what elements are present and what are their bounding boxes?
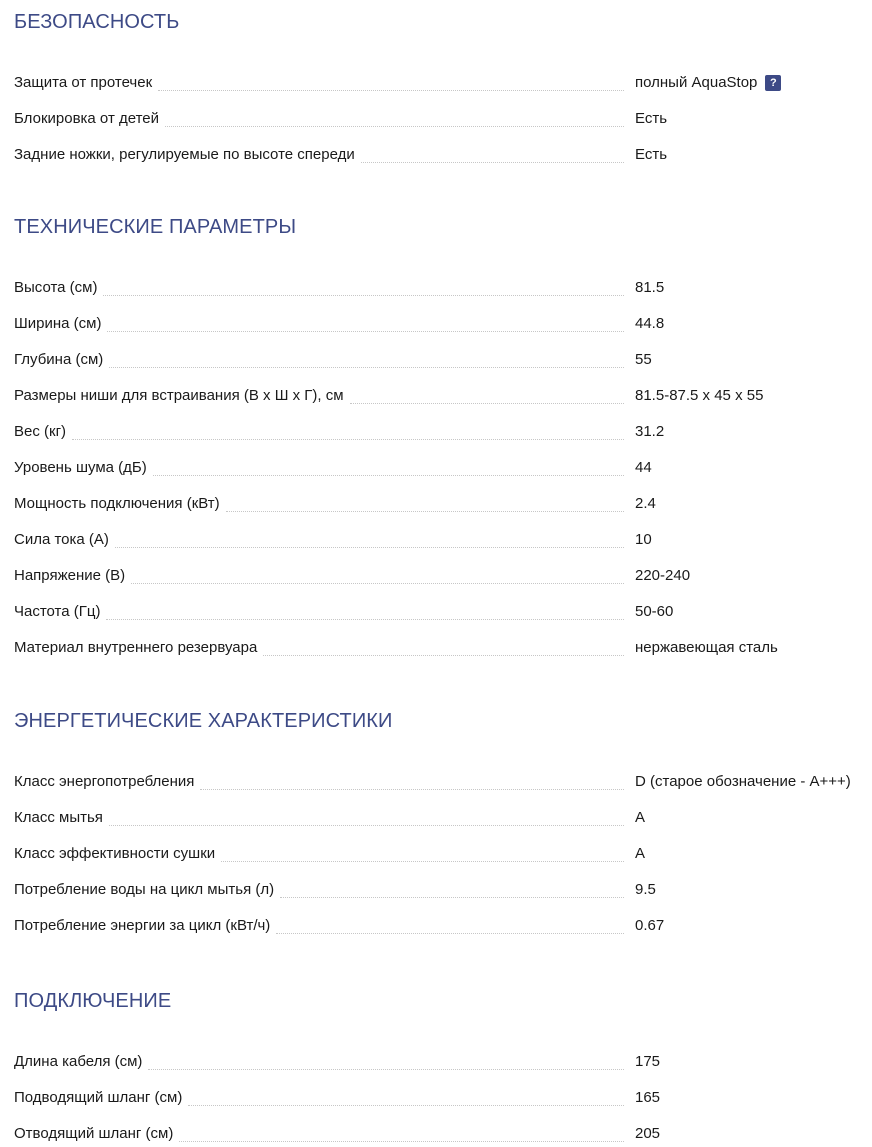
- spec-label: Напряжение (В): [14, 567, 126, 584]
- spec-label-cell: [14, 809, 624, 831]
- section-technical: [14, 168, 872, 661]
- help-icon[interactable]: ?: [765, 75, 781, 91]
- spec-value-cell: [624, 495, 656, 517]
- dotted-leader: [179, 1140, 624, 1142]
- spec-value: Есть: [635, 146, 668, 163]
- spec-label: Класс энергопотребления: [14, 773, 195, 790]
- spec-value: 220-240: [635, 567, 691, 584]
- spec-row-voltage: [14, 553, 872, 589]
- dotted-leader: [107, 330, 624, 332]
- dotted-leader: [148, 1068, 624, 1070]
- dotted-leader: [280, 896, 624, 898]
- dotted-leader: [72, 438, 624, 440]
- spec-value: 81.5-87.5 x 45 x 55: [635, 387, 764, 404]
- spec-value: A: [635, 809, 646, 826]
- spec-value-cell: [624, 74, 781, 96]
- dotted-leader: [109, 366, 624, 368]
- spec-row-drying-class: [14, 831, 872, 867]
- spec-value-cell: [624, 845, 645, 867]
- spec-label-cell: [14, 315, 624, 337]
- spec-label-cell: [14, 279, 624, 301]
- spec-label-cell: [14, 74, 624, 96]
- spec-label-cell: [14, 567, 624, 589]
- spec-value: 165: [635, 1089, 661, 1106]
- spec-row-tank-material: [14, 625, 872, 661]
- dotted-leader: [158, 89, 624, 91]
- spec-label-cell: [14, 531, 624, 553]
- spec-row-width: [14, 301, 872, 337]
- spec-label-cell: [14, 603, 624, 625]
- spec-label: Подводящий шланг (см): [14, 1089, 183, 1106]
- dotted-leader: [276, 932, 624, 934]
- spec-value: 81.5: [635, 279, 665, 296]
- spec-value: полный AquaStop: [635, 74, 758, 91]
- dotted-leader: [165, 125, 624, 127]
- spec-label: Мощность подключения (кВт): [14, 495, 220, 512]
- dotted-leader: [153, 474, 624, 476]
- spec-value: 9.5: [635, 881, 656, 898]
- spec-label-cell: [14, 423, 624, 445]
- spec-label-cell: [14, 351, 624, 373]
- spec-value-cell: [624, 146, 667, 168]
- spec-label: Высота (см): [14, 279, 98, 296]
- spec-label: Ширина (см): [14, 315, 102, 332]
- spec-label-cell: [14, 773, 624, 795]
- spec-row-height: [14, 265, 872, 301]
- spec-value-cell: [624, 387, 763, 409]
- dotted-leader: [221, 860, 624, 862]
- spec-value: 50-60: [635, 603, 674, 620]
- dotted-leader: [263, 654, 624, 656]
- spec-row-drain-hose: [14, 1111, 872, 1147]
- spec-value: 44: [635, 459, 652, 476]
- spec-value: 10: [635, 531, 652, 548]
- spec-value-cell: [624, 567, 690, 589]
- spec-row-current: [14, 517, 872, 553]
- spec-value: 175: [635, 1053, 661, 1070]
- spec-label-cell: [14, 110, 624, 132]
- spec-value-cell: [624, 279, 664, 301]
- dotted-leader: [350, 402, 624, 404]
- dotted-leader: [103, 294, 624, 296]
- spec-row-weight: [14, 409, 872, 445]
- spec-list: [14, 1039, 872, 1147]
- spec-value-cell: [624, 603, 673, 625]
- spec-row-power: [14, 481, 872, 517]
- spec-row-rear-feet: [14, 132, 872, 168]
- spec-label-cell: [14, 881, 624, 903]
- spec-label: Класс эффективности сушки: [14, 845, 216, 862]
- spec-label-cell: [14, 1125, 624, 1147]
- spec-row-depth: [14, 337, 872, 373]
- spec-row-cable-length: [14, 1039, 872, 1075]
- spec-value-cell: [624, 110, 667, 132]
- section-connection: [14, 939, 872, 1147]
- spec-value: 31.2: [635, 423, 665, 440]
- section-energy: [14, 661, 872, 939]
- spec-label: Задние ножки, регулируемые по высоте спереди: [14, 146, 355, 163]
- spec-value-cell: [624, 423, 664, 445]
- spec-value-cell: [624, 809, 645, 831]
- spec-value: A: [635, 845, 646, 862]
- spec-value: 55: [635, 351, 652, 368]
- dotted-leader: [226, 510, 624, 512]
- dotted-leader: [188, 1104, 624, 1106]
- spec-row-niche-dimensions: [14, 373, 872, 409]
- spec-label: Частота (Гц): [14, 603, 101, 620]
- spec-value-cell: [624, 917, 664, 939]
- spec-label-cell: [14, 845, 624, 867]
- spec-label: Вес (кг): [14, 423, 67, 440]
- spec-list: [14, 265, 872, 661]
- spec-label: Размеры ниши для встраивания (В x Ш x Г), см: [14, 387, 344, 404]
- spec-label-cell: [14, 146, 624, 168]
- spec-label: Класс мытья: [14, 809, 103, 826]
- spec-label: Сила тока (А): [14, 531, 109, 548]
- spec-label-cell: [14, 1053, 624, 1075]
- spec-value: Есть: [635, 110, 668, 127]
- spec-value-cell: [624, 315, 664, 337]
- spec-value: 2.4: [635, 495, 656, 512]
- spec-row-child-lock: [14, 96, 872, 132]
- section-title-energy: ЭНЕРГЕТИЧЕСКИЕ ХАРАКТЕРИСТИКИ: [14, 710, 393, 732]
- spec-value-cell: [624, 351, 652, 373]
- spec-label-cell: [14, 387, 624, 409]
- spec-value-cell: [624, 881, 656, 903]
- section-safety: [14, 0, 872, 168]
- spec-value: 44.8: [635, 315, 665, 332]
- spec-row-energy-consumption: [14, 903, 872, 939]
- spec-list: [14, 60, 872, 168]
- spec-value-cell: [624, 531, 652, 553]
- section-title-safety: БЕЗОПАСНОСТЬ: [14, 11, 180, 33]
- section-title-technical: ТЕХНИЧЕСКИЕ ПАРАМЕТРЫ: [14, 216, 297, 238]
- spec-row-leak-protection: [14, 60, 872, 96]
- spec-row-water-consumption: [14, 867, 872, 903]
- spec-label-cell: [14, 917, 624, 939]
- spec-value-cell: [624, 1125, 660, 1147]
- spec-row-frequency: [14, 589, 872, 625]
- spec-label: Глубина (см): [14, 351, 104, 368]
- spec-label-cell: [14, 639, 624, 661]
- spec-label: Потребление энергии за цикл (кВт/ч): [14, 917, 271, 934]
- spec-label: Отводящий шланг (см): [14, 1125, 174, 1142]
- section-title-connection: ПОДКЛЮЧЕНИЕ: [14, 990, 172, 1012]
- dotted-leader: [115, 546, 624, 548]
- spec-value-cell: [624, 459, 652, 481]
- spec-value-cell: [624, 639, 778, 661]
- dotted-leader: [200, 788, 624, 790]
- dotted-leader: [131, 582, 624, 584]
- spec-row-wash-class: [14, 795, 872, 831]
- spec-value-cell: [624, 1053, 660, 1075]
- spec-label: Защита от протечек: [14, 74, 153, 91]
- spec-label-cell: [14, 495, 624, 517]
- spec-row-energy-class: [14, 759, 872, 795]
- spec-list: [14, 759, 872, 939]
- spec-value: нержавеющая сталь: [635, 639, 778, 656]
- spec-row-noise-level: [14, 445, 872, 481]
- spec-value: 0.67: [635, 917, 665, 934]
- dotted-leader: [106, 618, 624, 620]
- spec-value: D (старое обозначение - A+++): [635, 773, 851, 790]
- spec-label: Блокировка от детей: [14, 110, 160, 127]
- dotted-leader: [361, 161, 624, 163]
- spec-label: Материал внутреннего резервуара: [14, 639, 258, 656]
- spec-label: Уровень шума (дБ): [14, 459, 147, 476]
- spec-value-cell: [624, 773, 851, 795]
- spec-label-cell: [14, 459, 624, 481]
- dotted-leader: [109, 824, 624, 826]
- spec-value: 205: [635, 1125, 661, 1142]
- spec-label: Потребление воды на цикл мытья (л): [14, 881, 275, 898]
- spec-label: Длина кабеля (см): [14, 1053, 143, 1070]
- spec-row-inlet-hose: [14, 1075, 872, 1111]
